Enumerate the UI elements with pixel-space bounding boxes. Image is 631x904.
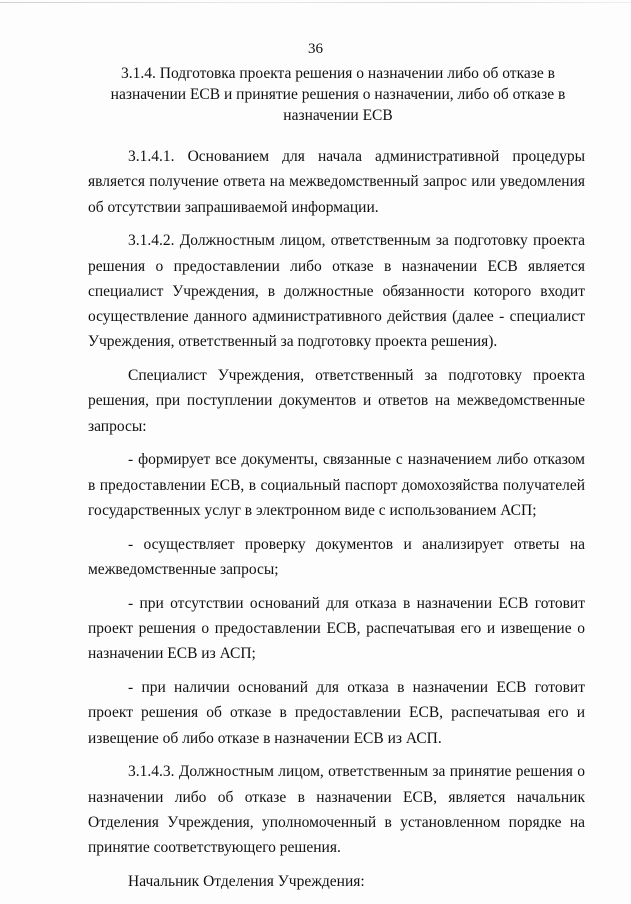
paragraph-3-1-4-3: 3.1.4.3. Должностным лицом, ответственным за принятие решения о назначении либо об отказе в назначении ЕСВ, является начальник Отделения Учреждения, уполномоченный в установленном порядке на принятие соответствующего решения.	[88, 763, 585, 857]
document-body	[88, 144, 585, 903]
paragraph-3-1-4-1: 3.1.4.1. Основанием для начала административной процедуры является получение ответа на межведомственный запрос или уведомления об отсутствии запрашиваемой информации.	[88, 148, 585, 216]
page-number: 36	[308, 41, 323, 57]
paragraph-head-of-department: Начальник Отделения Учреждения:	[128, 872, 365, 890]
list-item-forms-documents: - формирует все документы, связанные с назначением либо отказом в предоставлении ЕСВ, в социальный паспорт домохозяйства получателей государственных услуг в электронном виде с использованием АСП;	[88, 451, 585, 520]
scan-edge-line	[0, 2, 631, 3]
section-heading: 3.1.4. Подготовка проекта решения о назначении либо об отказе в назначении ЕСВ и принятие решения о назначении, либо об отказе в назначении ЕСВ	[110, 65, 566, 124]
list-item-grounds-refusal: - при наличии оснований для отказа в назначении ЕСВ готовит проект решения об отказе в предоставлении ЕСВ, распечатывая его и извещение об либо отказе в назначении ЕСВ из АСП.	[88, 678, 585, 747]
paragraph-3-1-4-2: 3.1.4.2. Должностным лицом, ответственным за подготовку проекта решения о предоставлении либо отказе в назначении ЕСВ является специалист Учреждения, в должностные обязанности которого входит осуществление данного административного действия (далее - специалист Учреждения, ответственный за подготовку проекта решения).	[88, 232, 585, 351]
list-item-checks-documents: - осуществляет проверку документов и анализирует ответы на межведомственные запросы;	[88, 535, 585, 579]
paragraph-specialist-duties: Специалист Учреждения, ответственный за подготовку проекта решения, при поступлении документов и ответов на межведомственные запросы:	[88, 367, 585, 435]
list-item-no-grounds-refusal: - при отсутствии оснований для отказа в назначении ЕСВ готовит проект решения о предоставлении ЕСВ, распечатывая его и извещение о назначении ЕСВ из АСП;	[88, 594, 585, 663]
